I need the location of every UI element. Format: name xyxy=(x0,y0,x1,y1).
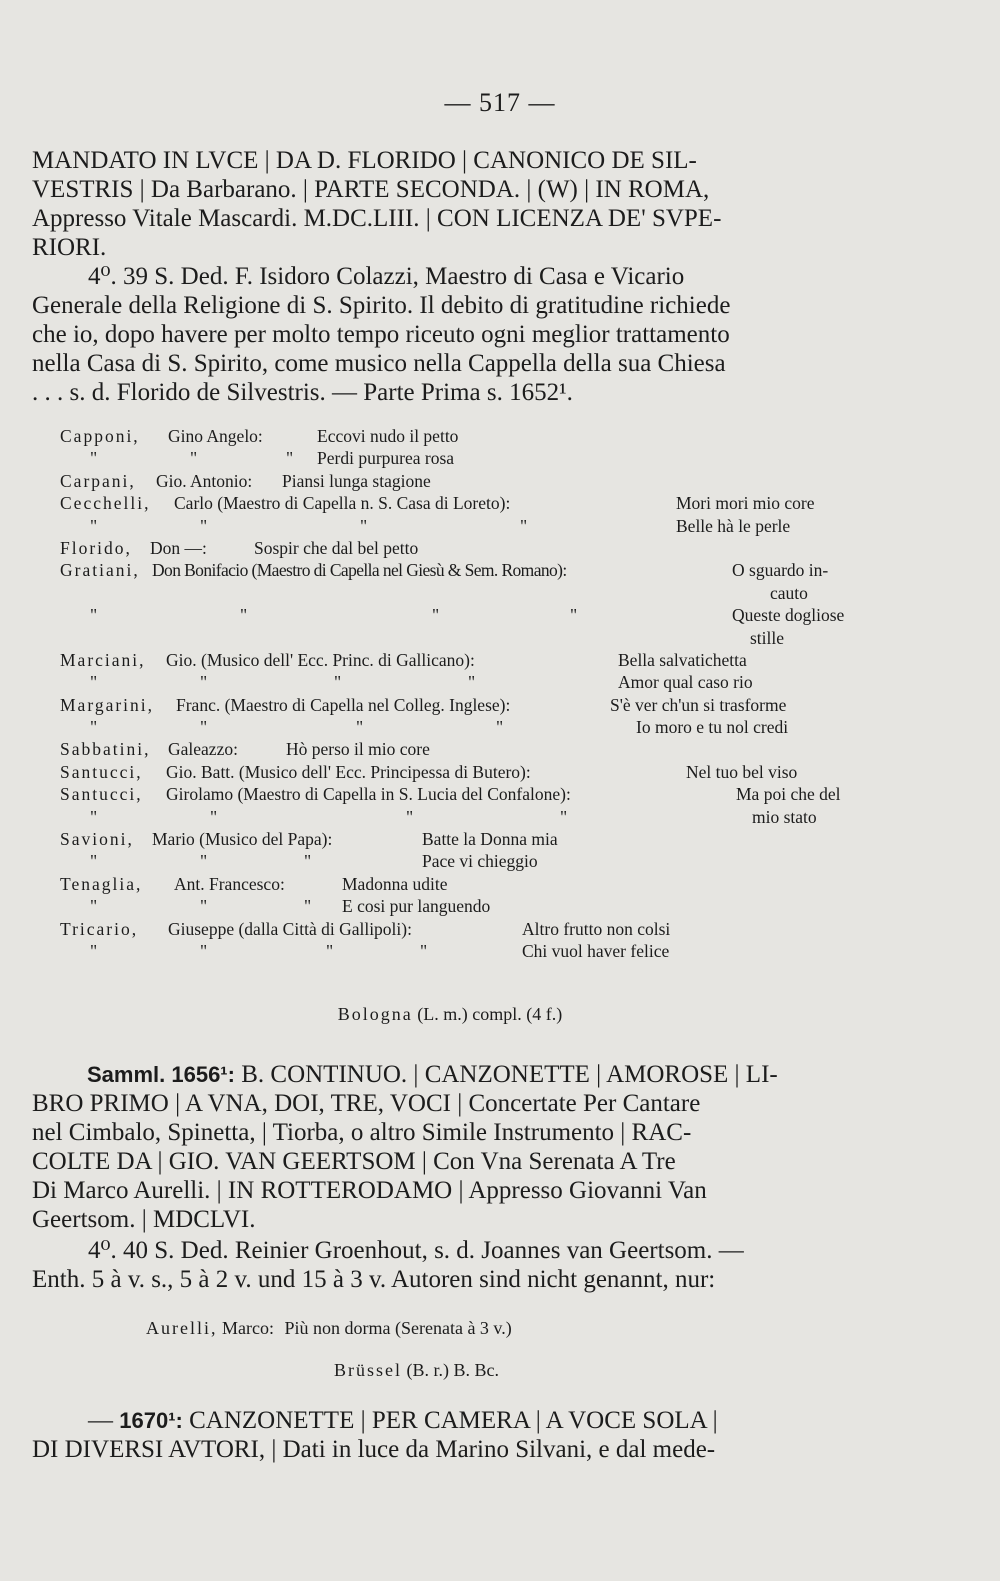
location-bologna xyxy=(0,1004,900,1025)
ditto-mark: " xyxy=(200,940,208,961)
composer-name: Santucci, xyxy=(60,784,143,805)
list-item xyxy=(60,850,875,872)
ditto-mark: " xyxy=(356,717,364,738)
composer-info: Gio. Batt. (Musico dell' Ecc. Principessa di Butero): xyxy=(166,761,531,782)
title-line: MANDATO IN LVCE | DA D. FLORIDO | CANONICO DE SIL- xyxy=(32,147,697,174)
work-title: Belle hà le perle xyxy=(676,515,791,536)
ditto-mark: " xyxy=(200,672,208,693)
composer-info: Don Bonifacio (Maestro di Capella nel Giesù & Sem. Romano): xyxy=(152,560,567,581)
work-title: Queste dogliose xyxy=(732,605,845,626)
entry-2-description xyxy=(32,1236,874,1294)
desc-line: 4⁰. 40 S. Ded. Reinier Groenhout, s. d. Joannes van Geertsom. — xyxy=(88,1237,744,1264)
location-bruessel xyxy=(334,1360,499,1381)
list-item xyxy=(60,671,875,693)
composer-name: Gratiani, xyxy=(60,560,140,581)
ditto-mark: " xyxy=(240,605,248,626)
page-number: — 517 — xyxy=(444,88,556,117)
ditto-mark: " xyxy=(334,672,342,693)
composer-name: Marciani, xyxy=(60,649,146,670)
work-title: Pace vi chieggio xyxy=(422,851,538,872)
title-line: CANZONETTE | PER CAMERA | A VOCE SOLA | xyxy=(189,1407,718,1434)
ditto-mark: " xyxy=(200,717,208,738)
title-line: Appresso Vitale Mascardi. M.DC.LIII. | CON LICENZA DE' SVPE- xyxy=(32,205,722,232)
list-item xyxy=(60,761,875,783)
list-item xyxy=(60,582,875,604)
entry-dash: — xyxy=(88,1407,113,1434)
work-title: Piansi lunga stagione xyxy=(282,470,431,491)
title-line: DI DIVERSI AVTORI, | Dati in luce da Marino Silvani, e dal mede- xyxy=(32,1436,716,1463)
composer-info: Giuseppe (dalla Città di Gallipoli): xyxy=(168,918,412,939)
composer-info: Don —: xyxy=(150,537,207,558)
ditto-mark: " xyxy=(286,448,294,469)
ditto-mark: " xyxy=(210,806,218,827)
composer-name: Florido, xyxy=(60,537,132,558)
title-line: nel Cimbalo, Spinetta, | Tiorba, o altro Simile Instrumento | RAC- xyxy=(32,1119,692,1146)
work-title: Nel tuo bel viso xyxy=(686,761,798,782)
ditto-mark: " xyxy=(90,717,98,738)
composer-info: Gino Angelo: xyxy=(168,426,263,446)
composer-name: Margarini, xyxy=(60,694,155,715)
ditto-mark: " xyxy=(90,896,98,917)
composer-name: Sabbatini, xyxy=(60,739,151,760)
location-city: Brüssel xyxy=(334,1360,402,1380)
list-item xyxy=(60,694,875,716)
list-item xyxy=(60,806,875,828)
work-title: S'è ver ch'un si trasforme xyxy=(610,694,787,715)
ditto-mark: " xyxy=(432,605,440,626)
list-item xyxy=(60,716,875,738)
entry-3-title xyxy=(32,1406,874,1464)
list-item xyxy=(60,515,875,537)
ditto-mark: " xyxy=(420,940,428,961)
list-item xyxy=(60,649,875,671)
title-line: Geertsom. | MDCLVI. xyxy=(32,1206,256,1233)
ditto-mark: " xyxy=(496,717,504,738)
list-item xyxy=(60,627,875,649)
list-item xyxy=(60,918,875,940)
desc-line: 4⁰. 39 S. Ded. F. Isidoro Colazzi, Maestro di Casa e Vicario xyxy=(88,263,685,290)
work-title: Madonna udite xyxy=(342,873,448,894)
work-title: Amor qual caso rio xyxy=(618,672,753,693)
ditto-mark: " xyxy=(326,940,334,961)
entry-label: 1670¹: xyxy=(119,1408,183,1433)
composer-info: Gio. (Musico dell' Ecc. Princ. di Gallicano): xyxy=(166,649,475,670)
composer-name: Tricario, xyxy=(60,918,139,939)
ditto-mark: " xyxy=(90,515,98,536)
composer-info: Gio. Antonio: xyxy=(156,470,253,491)
list-item xyxy=(60,604,875,626)
composer-list xyxy=(60,425,875,962)
ditto-mark: " xyxy=(200,851,208,872)
composer-info: Galeazzo: xyxy=(168,739,238,760)
ditto-mark: " xyxy=(190,448,198,469)
ditto-mark: " xyxy=(90,806,98,827)
ditto-mark: " xyxy=(90,605,98,626)
entry-label: Samml. 1656¹: xyxy=(87,1062,235,1087)
work-title: Sospir che dal bel petto xyxy=(254,537,419,558)
composer-info: Franc. (Maestro di Capella nel Colleg. Inglese): xyxy=(176,694,511,715)
work-title: Hò perso il mio core xyxy=(286,739,430,760)
composer-name: Santucci, xyxy=(60,761,143,782)
ditto-mark: " xyxy=(200,896,208,917)
work-title: E cosi pur languendo xyxy=(342,896,491,917)
list-item xyxy=(60,470,875,492)
list-item xyxy=(60,559,875,581)
composer-name: Savioni, xyxy=(60,829,134,850)
composer-info: Marco: xyxy=(222,1318,274,1338)
desc-line: . . . s. d. Florido de Silvestris. — Parte Prima s. 1652¹. xyxy=(32,379,573,406)
composer-name: Aurelli, xyxy=(146,1318,218,1338)
work-title: Altro frutto non colsi xyxy=(522,918,671,939)
entry-2-title xyxy=(32,1060,874,1234)
list-item xyxy=(60,537,875,559)
ditto-mark: " xyxy=(90,672,98,693)
work-title: O sguardo in- xyxy=(732,560,829,581)
ditto-mark: " xyxy=(304,851,312,872)
ditto-mark: " xyxy=(570,605,578,626)
composer-info: Girolamo (Maestro di Capella in S. Lucia del Confalone): xyxy=(166,784,571,805)
location-details: (B. r.) B. Bc. xyxy=(406,1360,499,1380)
work-title: Bella salvatichetta xyxy=(618,649,747,670)
work-title: Batte la Donna mia xyxy=(422,829,558,850)
list-item xyxy=(60,447,875,469)
composer-name: Capponi, xyxy=(60,426,140,446)
ditto-mark: " xyxy=(304,896,312,917)
title-line: BRO PRIMO | A VNA, DOI, TRE, VOCI | Concertate Per Cantare xyxy=(32,1090,701,1117)
entry-1-description xyxy=(32,262,882,407)
title-line: RIORI. xyxy=(32,234,107,261)
work-title: Eccovi nudo il petto xyxy=(317,426,459,446)
composer-name: Carpani, xyxy=(60,470,136,491)
title-line: VESTRIS | Da Barbarano. | PARTE SECONDA. | (W) | IN ROMA, xyxy=(32,176,710,203)
composer-name: Tenaglia, xyxy=(60,873,143,894)
ditto-mark: " xyxy=(468,672,476,693)
list-item xyxy=(60,425,875,447)
title-line: COLTE DA | GIO. VAN GEERTSOM | Con Vna Serenata A Tre xyxy=(32,1148,676,1175)
ditto-mark: " xyxy=(360,515,368,536)
entry-2-composer xyxy=(146,1318,512,1339)
composer-info: Mario (Musico del Papa): xyxy=(152,829,333,850)
desc-line: che io, dopo havere per molto tempo riceuto ogni meglior trattamento xyxy=(32,321,730,348)
work-title: Ma poi che del xyxy=(736,784,841,805)
list-item xyxy=(60,895,875,917)
ditto-mark: " xyxy=(90,448,98,469)
ditto-mark: " xyxy=(90,940,98,961)
composer-info: Ant. Francesco: xyxy=(174,873,285,894)
entry-1-title xyxy=(32,146,882,262)
list-item xyxy=(60,828,875,850)
ditto-mark: " xyxy=(90,851,98,872)
ditto-mark: " xyxy=(200,515,208,536)
work-title: Più non dorma (Serenata à 3 v.) xyxy=(284,1318,512,1338)
title-line: Di Marco Aurelli. | IN ROTTERODAMO | Appresso Giovanni Van xyxy=(32,1177,707,1204)
work-title-continued: mio stato xyxy=(752,806,817,827)
work-title-continued: stille xyxy=(750,627,785,648)
work-title: Chi vuol haver felice xyxy=(522,940,670,961)
location-details: (L. m.) compl. (4 f.) xyxy=(417,1004,563,1024)
work-title-continued: cauto xyxy=(770,582,808,603)
ditto-mark: " xyxy=(520,515,528,536)
work-title: Perdi purpurea rosa xyxy=(317,448,455,469)
location-city: Bologna xyxy=(337,1004,413,1024)
list-item xyxy=(60,738,875,760)
ditto-mark: " xyxy=(406,806,414,827)
list-item xyxy=(60,783,875,805)
ditto-mark: " xyxy=(560,806,568,827)
work-title: Io moro e tu nol credi xyxy=(636,717,789,738)
list-item xyxy=(60,873,875,895)
list-item xyxy=(60,940,875,962)
composer-name: Cecchelli, xyxy=(60,493,151,514)
desc-line: nella Casa di S. Spirito, come musico nella Cappella della sua Chiesa xyxy=(32,350,726,377)
list-item xyxy=(60,492,875,514)
desc-line: Generale della Religione di S. Spirito. Il debito di gratitudine richiede xyxy=(32,292,731,319)
title-line: B. CONTINUO. | CANZONETTE | AMOROSE | LI- xyxy=(241,1061,778,1088)
desc-line: Enth. 5 à v. s., 5 à 2 v. und 15 à 3 v. Autoren sind nicht genannt, nur: xyxy=(32,1266,716,1293)
composer-info: Carlo (Maestro di Capella n. S. Casa di Loreto): xyxy=(174,493,511,514)
work-title: Mori mori mio core xyxy=(676,493,815,514)
